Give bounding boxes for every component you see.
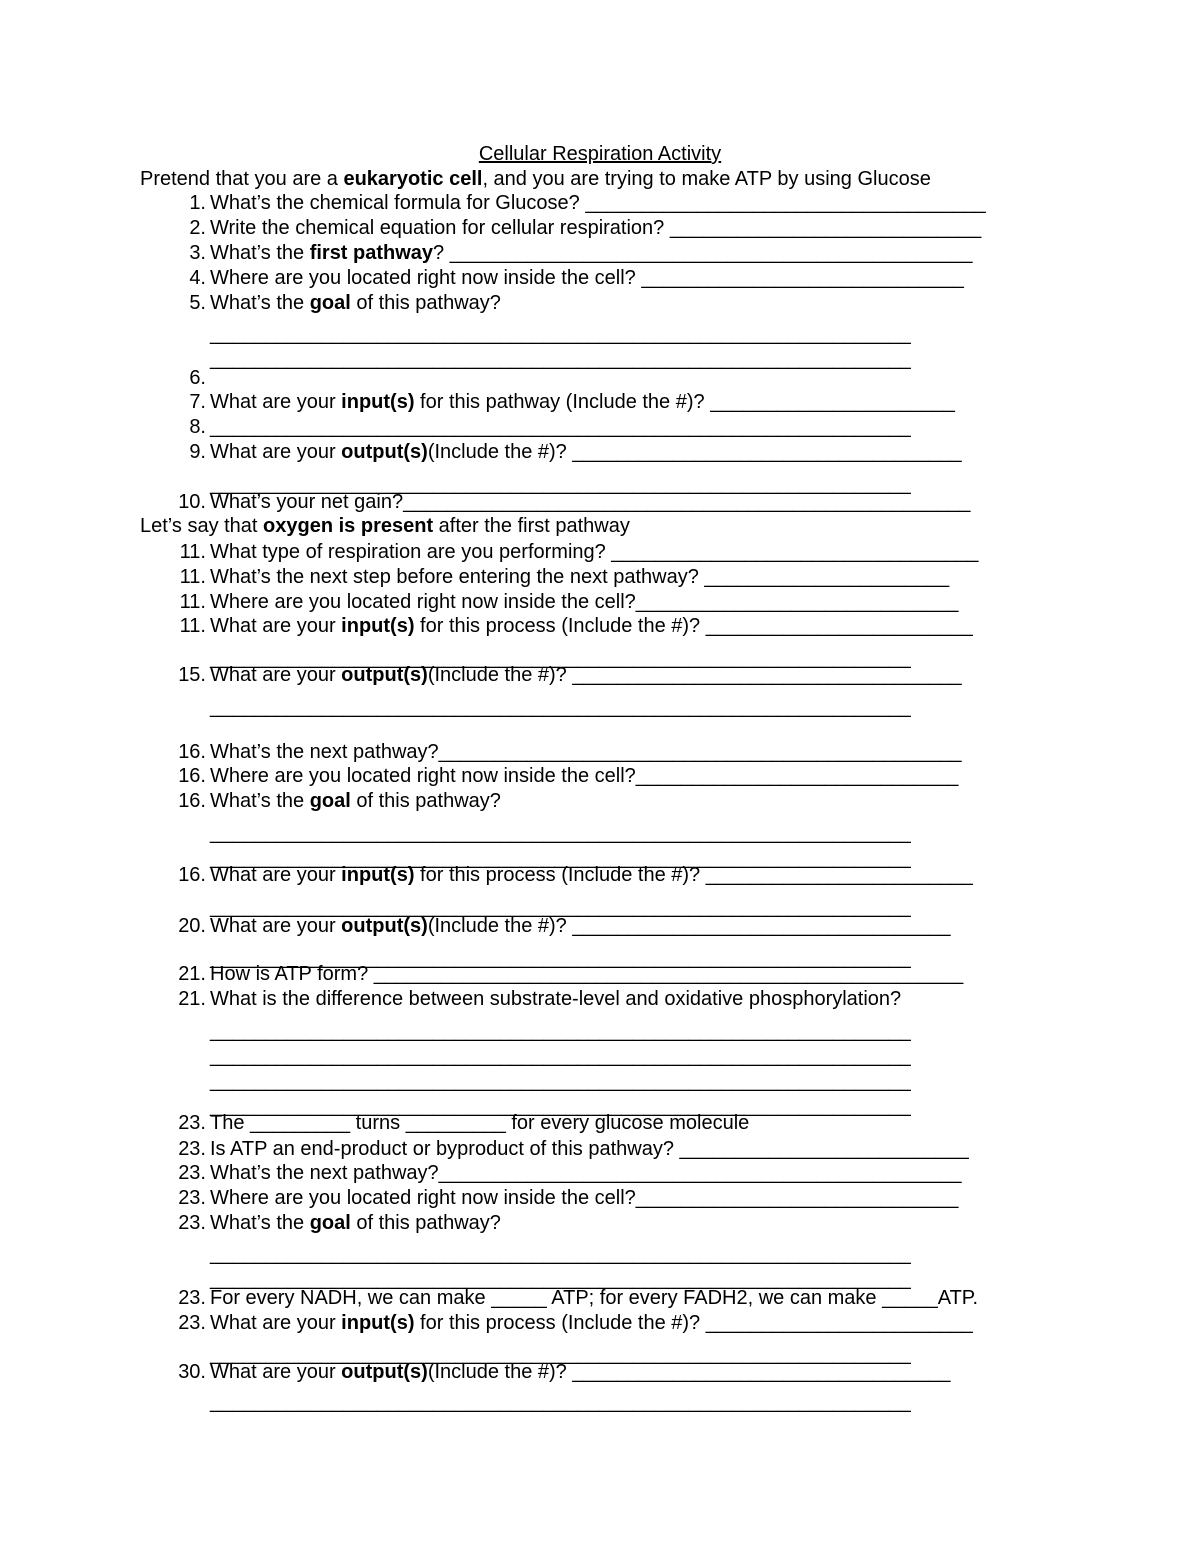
question-text [210,1070,911,1092]
question-item [178,764,959,788]
text-segment: For every NADH, we can make _____ ATP; for every FADH2, we can make _____ATP. [210,1287,979,1309]
text-segment: _______________________________________________________________ [210,847,911,869]
question-text [210,915,951,937]
text-segment: (Include the #)? ___________________________________ [427,441,962,463]
text-segment: _______________________________________________________________ [210,947,911,969]
text-segment: What’s the [210,790,310,812]
question-item [179,590,959,614]
bold-text: first pathway [309,242,434,264]
question-text [210,664,962,686]
question-item [189,216,982,240]
question-number: 21. [178,988,206,1010]
text-segment: Pretend that you are a [140,168,344,190]
text-segment: Is ATP an end-product or byproduct of this pathway? __________________________ [210,1138,969,1160]
answer-line [210,695,911,719]
question-item [178,1286,979,1310]
answer-line [210,1242,911,1266]
question-text [210,1287,978,1309]
text-segment: Where are you located right now inside the cell? _____________________________ [210,267,964,289]
question-number: 21. [178,963,206,985]
question-item [178,987,902,1011]
text-segment: What’s the next step before entering the next pathway? ______________________ [210,566,950,588]
question-number: 16. [178,741,206,763]
text-segment: , and you are trying to make ATP by using Glucose [482,168,931,190]
text-segment: of this pathway? [350,1212,501,1234]
question-number: 2. [189,217,206,239]
question-text [210,1187,958,1209]
question-number: 20. [178,915,206,937]
text-segment: _______________________________________________________________ [210,1095,911,1117]
question-text [210,765,958,787]
text-segment: What are your [210,615,342,637]
question-item [178,663,962,687]
text-segment: _______________________________________________________________ [210,1343,911,1365]
text-segment: _______________________________________________________________ [210,416,911,438]
answer-line [210,347,911,371]
text-segment: _______________________________________________________________ [210,1070,911,1092]
bold-text: input(s) [341,615,415,637]
text-segment: What’s the [210,1212,310,1234]
text-segment: Write the chemical equation for cellular respiration? ____________________________ [210,217,982,239]
question-item [178,1186,959,1210]
text-segment: (Include the #)? __________________________________ [427,1361,951,1383]
question-text [210,615,973,637]
question-text [210,822,911,844]
question-item [178,914,951,938]
question-item [189,191,986,215]
question-number: 15. [178,664,206,686]
text-segment: What’s the [210,292,310,314]
text-segment: What are your [210,1312,342,1334]
text-segment: Where are you located right now inside the cell?_____________________________ [210,591,959,613]
question-text [210,348,911,370]
question-text [210,1361,951,1383]
bold-text: output(s) [341,1361,428,1383]
text-segment: What type of respiration are you performing? _________________________________ [210,541,979,563]
question-text [210,566,949,588]
question-item [178,1161,962,1185]
question-number: 8. [189,416,206,438]
question-item [178,1137,969,1161]
text-segment: _______________________________________________________________ [210,1268,911,1290]
question-item [189,241,973,265]
question-text [210,790,501,812]
question-number: 23. [178,1187,206,1209]
question-number: 4. [189,267,206,289]
question-number: 16. [178,790,206,812]
question-number: 16. [178,864,206,886]
text-segment: What’s the next pathway?_______________________________________________ [210,741,962,763]
bold-text: input(s) [341,391,415,413]
question-text [210,988,901,1010]
question-text [210,267,964,289]
text-segment: for this process (Include the #)? ________________________ [414,864,973,886]
question-number: 23. [178,1287,206,1309]
question-number: 23. [178,1112,206,1134]
question-number: 30. [178,1361,206,1383]
text-segment: _______________________________________________________________ [210,473,911,495]
text-segment: What’s the next pathway?_______________________________________________ [210,1162,962,1184]
question-item [178,740,962,764]
question-item [189,415,911,439]
text-segment: of this pathway? [350,292,501,314]
question-item [178,1311,973,1335]
question-text [210,217,981,239]
question-item [178,1360,951,1384]
question-item [178,490,971,514]
question-number: 23. [178,1212,206,1234]
answer-line [210,1044,911,1068]
question-number: 23. [178,1162,206,1184]
question-text [210,391,955,413]
text-segment: Let’s say that [140,515,264,537]
question-text [210,242,973,264]
question-number: 5. [189,292,206,314]
question-text [210,741,961,763]
question-text [210,1243,911,1265]
intro-text [140,167,931,191]
question-number: 11. [179,615,206,637]
question-text [210,1312,973,1334]
question-text [210,292,501,314]
text-segment: What’s the chemical formula for Glucose? ____________________________________ [210,192,986,214]
question-item [179,565,950,589]
question-item [179,540,979,564]
text-segment: (Include the #)? __________________________________ [427,915,951,937]
question-text [210,963,963,985]
text-segment: How is ATP form? _____________________________________________________ [210,963,964,985]
bold-text: goal [309,790,351,812]
page-title: Cellular Respiration Activity [478,143,722,165]
question-item [189,440,962,464]
question-text [210,491,970,513]
question-text [210,192,986,214]
bold-text: goal [309,1212,351,1234]
text-segment: for this pathway (Include the #)? ______________________ [414,391,955,413]
text-segment: _______________________________________________________________ [210,647,911,669]
question-text [210,591,958,613]
question-number: 11. [179,541,206,563]
text-segment: What are your [210,391,342,413]
bold-text: input(s) [341,864,415,886]
question-text [210,541,978,563]
bold-text: eukaryotic cell [343,168,483,190]
text-segment: _______________________________________________________________ [210,822,911,844]
text-segment: of this pathway? [350,790,501,812]
question-item [189,266,964,290]
question-item [179,614,973,638]
text-segment: for this process (Include the #)? ________________________ [414,615,973,637]
text-segment: Where are you located right now inside the cell?_____________________________ [210,765,959,787]
text-segment: after the first pathway [433,515,630,537]
question-item [189,291,501,315]
question-text [210,323,911,345]
question-number: 23. [178,1138,206,1160]
text-segment: What’s your net gain?___________________________________________________ [210,491,971,513]
question-number: 1. [189,192,206,214]
question-number: 3. [189,242,206,264]
text-segment: _______________________________________________________________ [210,1045,911,1067]
text-segment: _______________________________________________________________ [210,896,911,918]
question-item [178,1211,501,1235]
text-segment: ? _______________________________________________ [433,242,973,264]
question-number: 16. [178,765,206,787]
text-segment: _______________________________________________________________ [210,1391,911,1413]
question-number: 9. [189,441,206,463]
question-item [178,962,964,986]
question-text [210,1112,749,1134]
text-segment: Where are you located right now inside the cell?_____________________________ [210,1187,959,1209]
question-text [210,1045,911,1067]
bold-text: output(s) [341,915,428,937]
text-segment: for this process (Include the #)? ________________________ [414,1312,973,1334]
question-text [210,696,911,718]
question-item [178,1111,750,1135]
text-segment: The _________ turns _________ for every glucose molecule [210,1112,750,1134]
section-intro-text [140,514,630,538]
question-text [210,1138,969,1160]
answer-line [210,322,911,346]
question-text [210,864,973,886]
text-segment: What are your [210,864,342,886]
answer-line [210,821,911,845]
question-text [210,1020,911,1042]
question-item [189,390,955,414]
text-segment: What are your [210,664,342,686]
bold-text: oxygen is present [263,515,434,537]
text-segment: What are your [210,441,342,463]
text-segment: What is the difference between substrate-level and oxidative phosphorylation? [210,988,902,1010]
text-segment: _______________________________________________________________ [210,696,911,718]
text-segment: _______________________________________________________________ [210,1243,911,1265]
answer-line [210,1069,911,1093]
question-number: 10. [178,491,206,513]
text-segment: What are your [210,1361,342,1383]
question-number: 11. [179,566,206,588]
text-segment: (Include the #)? ___________________________________ [427,664,962,686]
question-text [210,1212,501,1234]
question-number: 11. [179,591,206,613]
text-segment: What’s the [210,242,310,264]
question-number: 7. [189,391,206,413]
bold-text: goal [309,292,351,314]
question-item [178,863,973,887]
question-text [210,416,911,438]
question-text [210,441,962,463]
answer-line [210,1019,911,1043]
bold-text: output(s) [341,664,428,686]
text-segment: _______________________________________________________________ [210,348,911,370]
bold-text: input(s) [341,1312,415,1334]
answer-line [210,1390,911,1414]
text-segment: _______________________________________________________________ [210,323,911,345]
question-item [178,789,501,813]
question-text [210,1162,961,1184]
bold-text: output(s) [341,441,428,463]
question-number: 23. [178,1312,206,1334]
question-text [210,1391,911,1413]
question-number: 6. [189,367,206,389]
text-segment: _______________________________________________________________ [210,1020,911,1042]
text-segment: What are your [210,915,342,937]
